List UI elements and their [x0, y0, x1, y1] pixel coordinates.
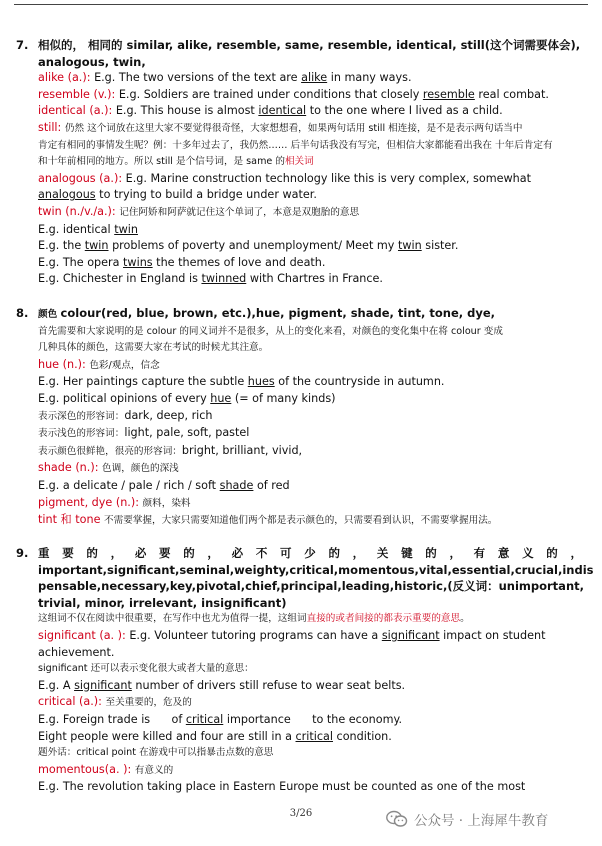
example-text: E.g. a delicate / pale / rich / soft shade of red	[38, 478, 290, 492]
note-tint-tone: tint 和 tone 不需要掌握，大家只需要知道他们两个都是表示颜色的，只需要看到认识，不需要掌握用法。	[38, 513, 498, 527]
note-text: significant 还可以表示变化很大或者大量的意思：	[38, 663, 254, 675]
example-text: analogous to trying to build a bridge under water.	[38, 188, 317, 202]
example-text: E.g. Her paintings capture the subtle hues of the countryside in autumn.	[38, 375, 445, 389]
definition-pigment-dye: pigment, dye (n.): 颜料，染料	[38, 495, 191, 509]
definition-shade: shade (n.): 色调，颜色的深浅	[38, 461, 179, 475]
definition-significant: significant (a. ): E.g. Volunteer tutoring programs can have a significant impact on student	[38, 628, 546, 642]
definition-analogous: analogous (a.): E.g. Marine construction technology like this is very complex, somewhat	[38, 171, 531, 185]
entry-heading: 重 要 的 ， 必 要 的 ， 必 不 可 少 的 ， 关 键 的 ， 有 意 义 的 ，	[38, 546, 582, 560]
entry-heading: 颜色 colour(red, blue, brown, etc.),hue, pigment, shade, tint, tone, dye,	[38, 306, 496, 320]
entry-number: 8.	[16, 306, 29, 320]
note-text: 首先需要和大家说明的是 colour 的同义词并不是很多，从上的变化来看，对颜色的变化集中在将 colour 变成	[38, 325, 503, 337]
definition-identical: identical (a.): E.g. This house is almost identical to the one where I lived as a child.	[38, 104, 503, 118]
example-text: E.g. A significant number of drivers still refuse to wear seat belts.	[38, 678, 406, 692]
example-text: achievement.	[38, 645, 115, 659]
entry-heading-cont: pensable,necessary,key,pivotal,chief,principal,leading,historic,(反义词：unimportant,	[38, 579, 584, 594]
definition-alike: alike (a.): E.g. The two versions of the text are alike in many ways.	[38, 71, 412, 85]
note-text: 肯定有相同的事情发生呢？例：十多年过去了，我仍然…… 后半句话我没有写完，但相信大家都能看出我在 十年后肯定有	[38, 139, 553, 151]
note-text: 几种具体的颜色，这需要大家在考试的时候尤其注意。	[38, 342, 269, 354]
example-text: E.g. identical twin	[38, 222, 138, 236]
entry-number: 9.	[16, 546, 29, 560]
note-text: 这组词不仅在阅读中很重要，在写作中也尤为值得一提，这组词直接的或者间接的都表示重要的意思。	[38, 613, 470, 625]
adjective-list: 表示颜色很鲜艳，很亮的形容词：bright, brilliant, vivid,	[38, 443, 303, 457]
definition-still: still: 仍然 这个词放在这里大家不要觉得很奇怪，大家想想看，如果两句话用 still 相连接，是不是表示两句话当中	[38, 120, 523, 134]
example-text: E.g. political opinions of every hue (= of many kinds)	[38, 391, 336, 405]
example-text: E.g. The revolution taking place in Eastern Europe must be counted as one of the most	[38, 780, 526, 794]
example-text: E.g. Foreign trade is of critical importance to the economy.	[38, 712, 403, 726]
entry-heading-cont: important,significant,seminal,weighty,critical,momentous,vital,essential,crucial,indis	[38, 562, 594, 577]
definition-momentous: momentous(a. ): 有意义的	[38, 762, 174, 776]
example-text: E.g. the twin problems of poverty and unemployment/ Meet my twin sister.	[38, 239, 459, 253]
adjective-list: 表示深色的形容词：dark, deep, rich	[38, 408, 213, 422]
entry-heading: 相似的， 相同的 similar, alike, resemble, same, resemble, identical, still(这个词需要体会),	[38, 38, 581, 52]
watermark	[386, 809, 548, 829]
definition-hue: hue (n.): 色彩/观点，信念	[38, 357, 160, 371]
entry-7	[16, 37, 582, 288]
entry-number: 7.	[16, 38, 29, 52]
wechat-icon	[386, 810, 408, 828]
definition-critical: critical (a.): 至关重要的，危及的	[38, 695, 192, 709]
example-text: E.g. Chichester in England is twinned with Chartres in France.	[38, 272, 383, 286]
entry-heading-cont: trivial, minor, irrelevant, insignificant)	[38, 595, 287, 610]
entry-heading-cont: analogous, twin,	[38, 54, 146, 69]
watermark-text: 公众号 · 上海犀牛教育	[414, 813, 549, 829]
note-text: 题外话：critical point 在游戏中可以指暴击点数的意思	[38, 747, 274, 759]
adjective-list: 表示浅色的形容词：light, pale, soft, pastel	[38, 426, 250, 440]
note-text: 和十年前相同的地方。所以 still 是个信号词，是 same 的相关词	[38, 156, 314, 168]
page-number: 3/26	[289, 808, 313, 819]
top-rule	[14, 4, 588, 5]
definition-resemble: resemble (v.): E.g. Soldiers are trained under conditions that closely resemble real combat.	[38, 87, 549, 101]
example-text: Eight people were killed and four are still in a critical condition.	[38, 729, 392, 743]
entry-9	[16, 545, 594, 796]
example-text: E.g. The opera twins the themes of love and death.	[38, 255, 326, 269]
definition-twin: twin (n./v./a.): 记住阿娇和阿萨就记住这个单词了，本意是双胞胎的意思	[38, 204, 360, 218]
entry-8	[16, 305, 582, 530]
